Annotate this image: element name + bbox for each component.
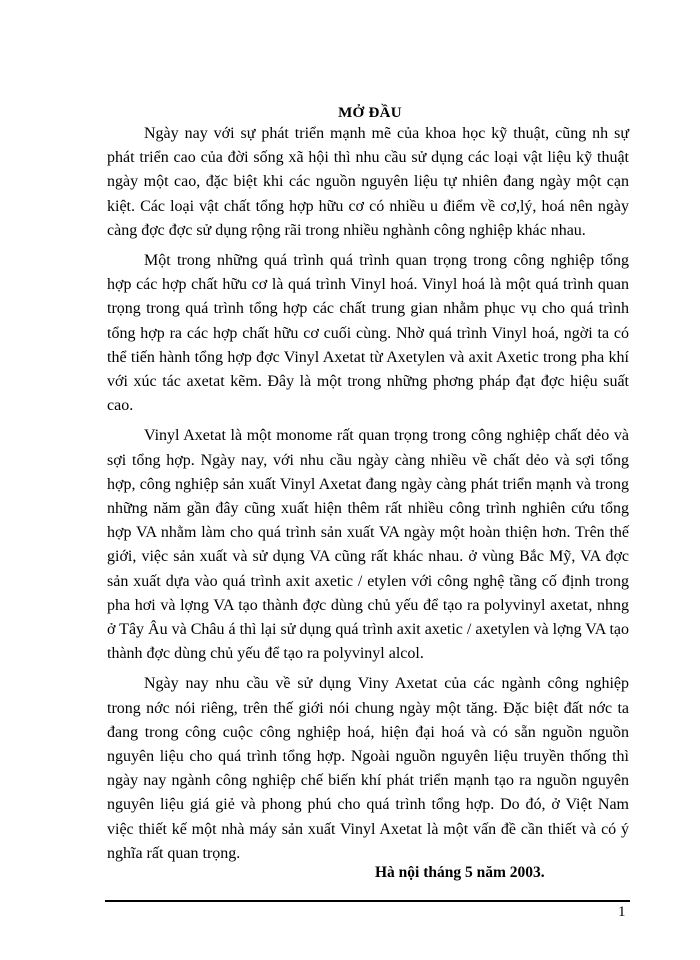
paragraph-2: Một trong những quá trình quá trình quan trọng trong công nghiệp tổng hợp các hợp chất hữu cơ là quá trình Vinyl hoá. Vinyl hoá là một quá trình quan trọng trong quá trình tổng hợp các chất trung gian nhằm phục vụ cho quá trình tổng hợp ra các hợp chất hữu cơ cuối cùng. Nhờ quá trình Vinyl hoá, ngời ta có thể tiến hành tổng hợp đợc Vinyl Axetat từ Axetylen và axit Axetic trong pha khí với xúc tác axetat kẽm. Đây là một trong những phơng pháp đạt đợc hiệu suất cao. [107,252,629,415]
page-number: 1 [618,904,626,920]
body-text [107,122,629,872]
footer-divider [105,900,630,902]
signoff-date: Hà nội tháng 5 năm 2003. [375,864,545,881]
paragraph-1: Ngày nay với sự phát triển mạnh mẽ của khoa học kỹ thuật, cũng nh sự phát triển cao của đời sống xã hội thì nhu cầu sử dụng các loại vật liệu kỹ thuật ngày một cao, đặc biệt khi các nguồn nguyên liệu tự nhiên đang ngày một cạn kiệt. Các loại vật chất tổng hợp hữu cơ có nhiều u điểm về cơ,lý, hoá nên ngày càng đợc đợc sử dụng rộng rãi trong nhiều nghành công nghiệp khác nhau. [107,125,629,239]
paragraph-4: Ngày nay nhu cầu về sử dụng Viny Axetat của các ngành công nghiệp trong nớc nói riêng, trên thế giới nói chung ngày một tăng. Đặc biệt đất nớc ta đang trong công cuộc công nghiệp hoá, hiện đại hoá và có sẵn nguồn nguồn nguyên liệu cho quá trình tổng hợp. Ngoài nguồn nguyên liệu truyền thống thì ngày nay ngành công nghiệp chế biến khí phát triển mạnh tạo ra nguồn nguyên nguyên liệu giá giẻ và phong phú cho quá trình tổng hợp. Do đó, ở Việt Nam việc thiết kế một nhà máy sản xuất Vinyl Axetat là một vấn đề cần thiết và có ý nghĩa rất quan trọng. [107,675,629,862]
page-title: MỞ ĐẦU [338,105,402,121]
paragraph-3: Vinyl Axetat là một monome rất quan trọng trong công nghiệp chất dẻo và sợi tổng hợp. Ngày nay, với nhu cầu ngày càng nhiều về chất dẻo và sợi tổng hợp, công nghiệp sản xuất Vinyl Axetat đang ngày càng phát triển mạnh và trong những năm gần đây cũng xuất hiện thêm rất nhiều công trình nghiên cứu tổng hợp VA nhằm làm cho quá trình sản xuất VA ngày một hoàn thiện hơn. Trên thế giới, việc sản xuất và sử dụng VA cũng rất khác nhau. ở vùng Bắc Mỹ, VA đợc sản xuất dựa vào quá trình axit axetic / etylen với công nghệ tầng cố định trong pha hơi và lợng VA tạo thành đợc dùng chủ yếu để tạo ra polyvinyl axetat, nhng ở Tây Âu và Châu á thì lại sử dụng quá trình axit axetic / axetylen và lợng VA tạo thành đợc dùng chủ yếu để tạo ra polyvinyl alcol. [107,427,629,663]
